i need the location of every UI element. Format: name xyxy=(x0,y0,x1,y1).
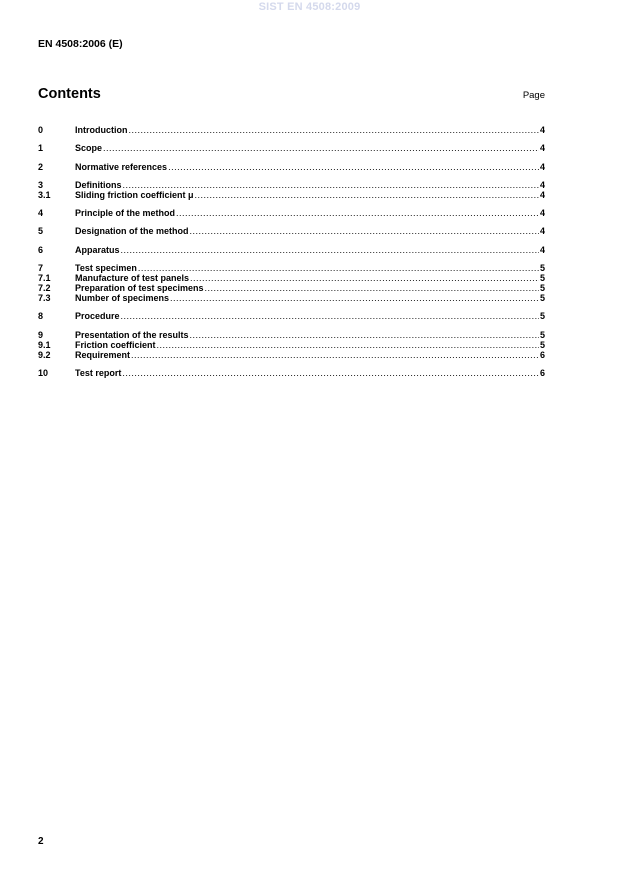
toc-leader-dots xyxy=(170,293,539,303)
toc-entry[interactable] xyxy=(38,143,545,153)
toc-entry-title: Test specimen xyxy=(75,263,137,274)
page-number: 2 xyxy=(38,836,44,847)
toc-entry-number: 0 xyxy=(38,125,44,135)
toc-leader-dots xyxy=(157,340,539,350)
toc-entry-title: Principle of the method xyxy=(75,208,176,219)
toc-entry-number: 7.3 xyxy=(38,293,51,304)
toc-leader-dots xyxy=(129,125,539,135)
toc-entry-number: 1 xyxy=(38,143,44,154)
toc-entry[interactable] xyxy=(38,340,545,350)
toc-entry-title: Manufacture of test panels xyxy=(75,273,190,284)
toc-entry-page: 4 xyxy=(539,143,545,154)
toc-entry-page: 4 xyxy=(539,226,545,237)
toc-entry-title: Presentation of the results xyxy=(75,329,189,340)
toc-leader-dots xyxy=(121,245,539,255)
toc-entry-page: 4 xyxy=(539,161,545,172)
toc-entry-page: 5 xyxy=(539,311,545,322)
toc-entry-number: 10 xyxy=(38,367,49,378)
toc-entry[interactable] xyxy=(38,263,545,273)
toc-entry[interactable] xyxy=(38,226,545,236)
toc-entry-page: 4 xyxy=(539,208,545,219)
document-id: EN 4508:2006 (E) xyxy=(38,38,123,50)
toc-leader-dots xyxy=(190,226,539,236)
toc-leader-dots xyxy=(195,190,539,200)
toc-leader-dots xyxy=(103,143,539,153)
toc-entry-number: 6 xyxy=(38,244,44,255)
toc-entry-title: Sliding friction coefficient μ xyxy=(75,189,194,200)
toc-entry[interactable] xyxy=(38,293,545,303)
toc-entry[interactable] xyxy=(38,283,545,293)
toc-entry-number: 3 xyxy=(38,179,44,190)
toc-entry-number: 2 xyxy=(38,161,44,172)
toc-leader-dots xyxy=(176,208,539,218)
toc-entry-number: 9.2 xyxy=(38,349,51,360)
toc-entry-title: Preparation of test specimens xyxy=(75,283,204,294)
toc-entry-page: 4 xyxy=(539,189,545,200)
toc-entry-page: 6 xyxy=(539,349,545,360)
toc-entry-page: 5 xyxy=(539,273,545,284)
toc-leader-dots xyxy=(205,283,539,293)
table-of-contents xyxy=(38,125,545,378)
toc-leader-dots xyxy=(168,162,539,172)
toc-leader-dots xyxy=(121,311,539,321)
toc-entry-number: 7.2 xyxy=(38,283,51,294)
toc-entry-page: 5 xyxy=(539,329,545,340)
toc-leader-dots xyxy=(190,273,539,283)
toc-entry-title: Friction coefficient xyxy=(75,339,156,350)
toc-leader-dots xyxy=(131,350,539,360)
toc-entry-number: 4 xyxy=(38,208,44,219)
toc-entry[interactable] xyxy=(38,190,545,200)
toc-entry-title: Scope xyxy=(75,143,103,154)
toc-entry[interactable] xyxy=(38,125,545,135)
toc-entry[interactable] xyxy=(38,311,545,321)
toc-entry-number: 9.1 xyxy=(38,339,51,350)
toc-entry-number: 3.1 xyxy=(38,189,51,200)
watermark: SIST EN 4508:2009 xyxy=(258,1,361,13)
toc-entry-page: 5 xyxy=(539,293,545,304)
toc-entry-title: Procedure xyxy=(75,311,120,322)
toc-entry-number: 8 xyxy=(38,311,44,322)
toc-entry-title: Introduction xyxy=(75,125,128,135)
toc-entry-page: 5 xyxy=(539,263,545,274)
toc-entry-page: 5 xyxy=(539,339,545,350)
toc-entry-number: 9 xyxy=(38,329,44,340)
toc-leader-dots xyxy=(122,368,539,378)
toc-entry[interactable] xyxy=(38,368,545,378)
toc-entry-number: 7 xyxy=(38,263,44,274)
toc-entry-page: 5 xyxy=(539,283,545,294)
toc-entry-title: Apparatus xyxy=(75,244,120,255)
toc-leader-dots xyxy=(190,330,539,340)
toc-entry[interactable] xyxy=(38,245,545,255)
toc-leader-dots xyxy=(123,180,539,190)
toc-entry[interactable] xyxy=(38,180,545,190)
toc-entry-title: Designation of the method xyxy=(75,226,189,237)
toc-entry[interactable] xyxy=(38,350,545,360)
toc-entry[interactable] xyxy=(38,273,545,283)
toc-entry-title: Normative references xyxy=(75,161,168,172)
contents-heading: Contents xyxy=(38,86,101,102)
toc-entry-title: Definitions xyxy=(75,179,122,190)
toc-leader-dots xyxy=(138,263,539,273)
toc-entry-number: 7.1 xyxy=(38,273,51,284)
toc-entry-title: Requirement xyxy=(75,349,131,360)
toc-entry-title: Test report xyxy=(75,367,122,378)
toc-entry-number: 5 xyxy=(38,226,44,237)
toc-entry[interactable] xyxy=(38,162,545,172)
toc-entry-page: 4 xyxy=(539,125,545,135)
toc-entry-page: 6 xyxy=(539,367,545,378)
toc-entry-page: 4 xyxy=(539,179,545,190)
toc-entry[interactable] xyxy=(38,330,545,340)
toc-entry-title: Number of specimens xyxy=(75,293,170,304)
toc-entry[interactable] xyxy=(38,208,545,218)
page-column-label: Page xyxy=(522,90,545,101)
toc-entry-page: 4 xyxy=(539,244,545,255)
